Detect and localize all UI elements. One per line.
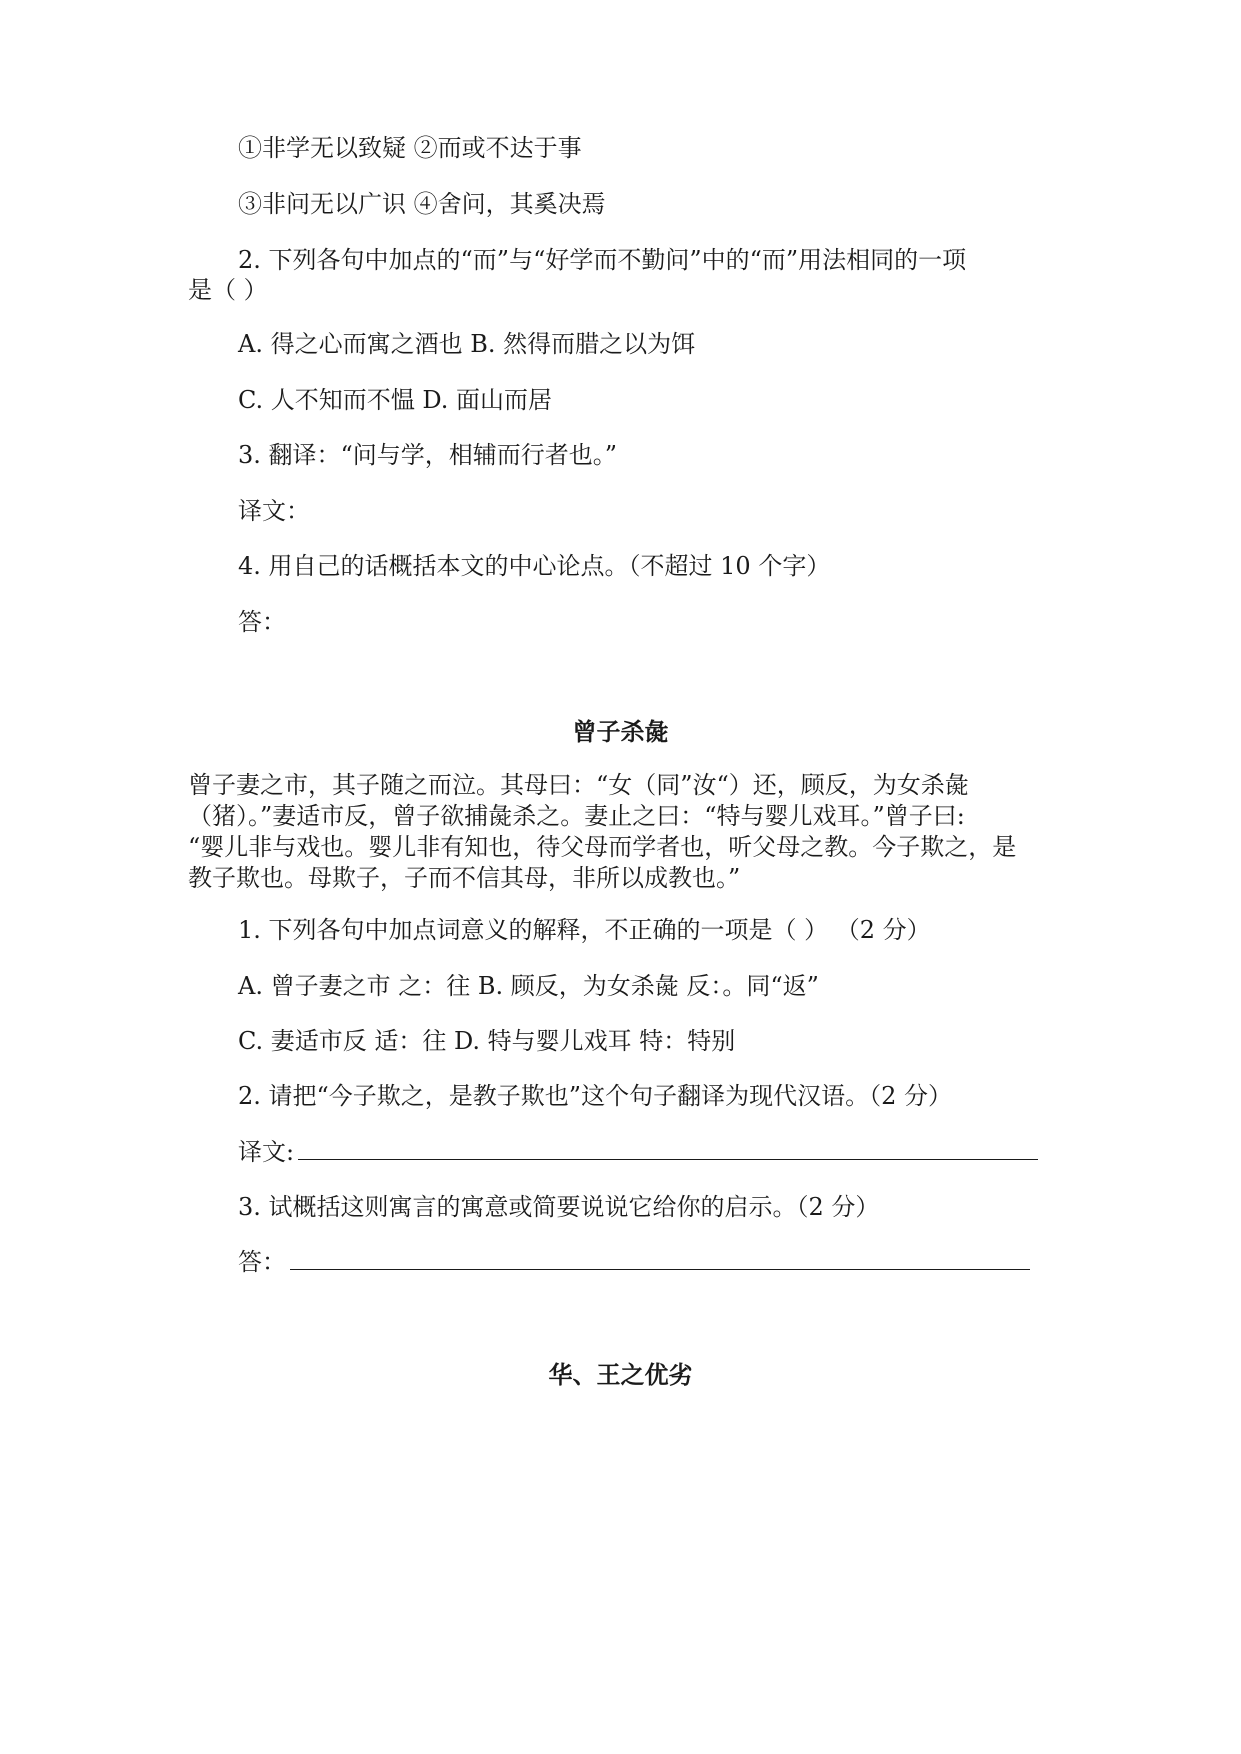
question-3: 3. 翻译：“问与学，相辅而行者也。”: [238, 441, 618, 469]
zengzi-question-1-options-cd: C. 妻适市反 适：往 D. 特与婴儿戏耳 特：特别: [238, 1027, 736, 1055]
section-title-hua-wang: 华、王之优劣: [548, 1361, 693, 1389]
question-2-options-cd: C. 人不知而不愠 D. 面山而居: [238, 386, 553, 414]
answer-blank-line[interactable]: [290, 1247, 1030, 1270]
question-2-options-ab: A. 得之心而寓之酒也 B. 然得而腊之以为饵: [238, 330, 696, 358]
zengzi-question-2: 2. 请把“今子欺之，是教子欺也”这个句子翻译为现代汉语。（2 分）: [238, 1082, 952, 1110]
question-2-line-1: 2. 下列各句中加点的“而”与“好学而不勤问”中的“而”用法相同的一项: [238, 246, 967, 274]
question-2-line-2: 是（ ）: [188, 276, 268, 304]
zengzi-question-3-answer-label: 答：: [238, 1248, 286, 1276]
passage-line-4: 教子欺也。母欺子，子而不信其母，非所以成教也。”: [188, 864, 741, 892]
option-line-3-4: ③非问无以广识 ④舍问，其奚决焉: [238, 190, 606, 218]
zengzi-question-3-answer: [238, 1246, 1030, 1278]
passage-line-1: 曾子妻之市，其子随之而泣。其母曰：“女（同”汝“）还，顾反，为女杀彘: [188, 771, 969, 799]
zengzi-question-1-options-ab: A. 曾子妻之市 之：往 B. 顾反，为女杀彘 反：。同“返”: [238, 972, 819, 1000]
answer-blank-line[interactable]: [298, 1137, 1038, 1160]
zengzi-question-2-answer: [238, 1136, 1038, 1168]
zengzi-question-2-answer-label: 译文:: [238, 1138, 295, 1166]
zengzi-question-1: 1. 下列各句中加点词意义的解释，不正确的一项是（ ） （2 分）: [238, 916, 931, 944]
passage-line-3: “婴儿非与戏也。婴儿非有知也，待父母而学者也，听父母之教。今子欺之，是: [188, 833, 1017, 861]
zengzi-question-3: 3. 试概括这则寓言的寓意或简要说说它给你的启示。（2 分）: [238, 1193, 880, 1221]
question-4-answer-label: 答：: [238, 608, 286, 636]
question-3-answer-label: 译文：: [238, 497, 310, 525]
passage-line-2: （猪）。”妻适市反，曾子欲捕彘杀之。妻止之曰：“特与婴儿戏耳。”曾子曰:: [188, 802, 965, 830]
option-line-1-2: ①非学无以致疑 ②而或不达于事: [238, 134, 582, 162]
section-title-zengzi: 曾子杀彘: [572, 718, 669, 746]
question-4: 4. 用自己的话概括本文的中心论点。（不超过 10 个字）: [238, 552, 831, 580]
